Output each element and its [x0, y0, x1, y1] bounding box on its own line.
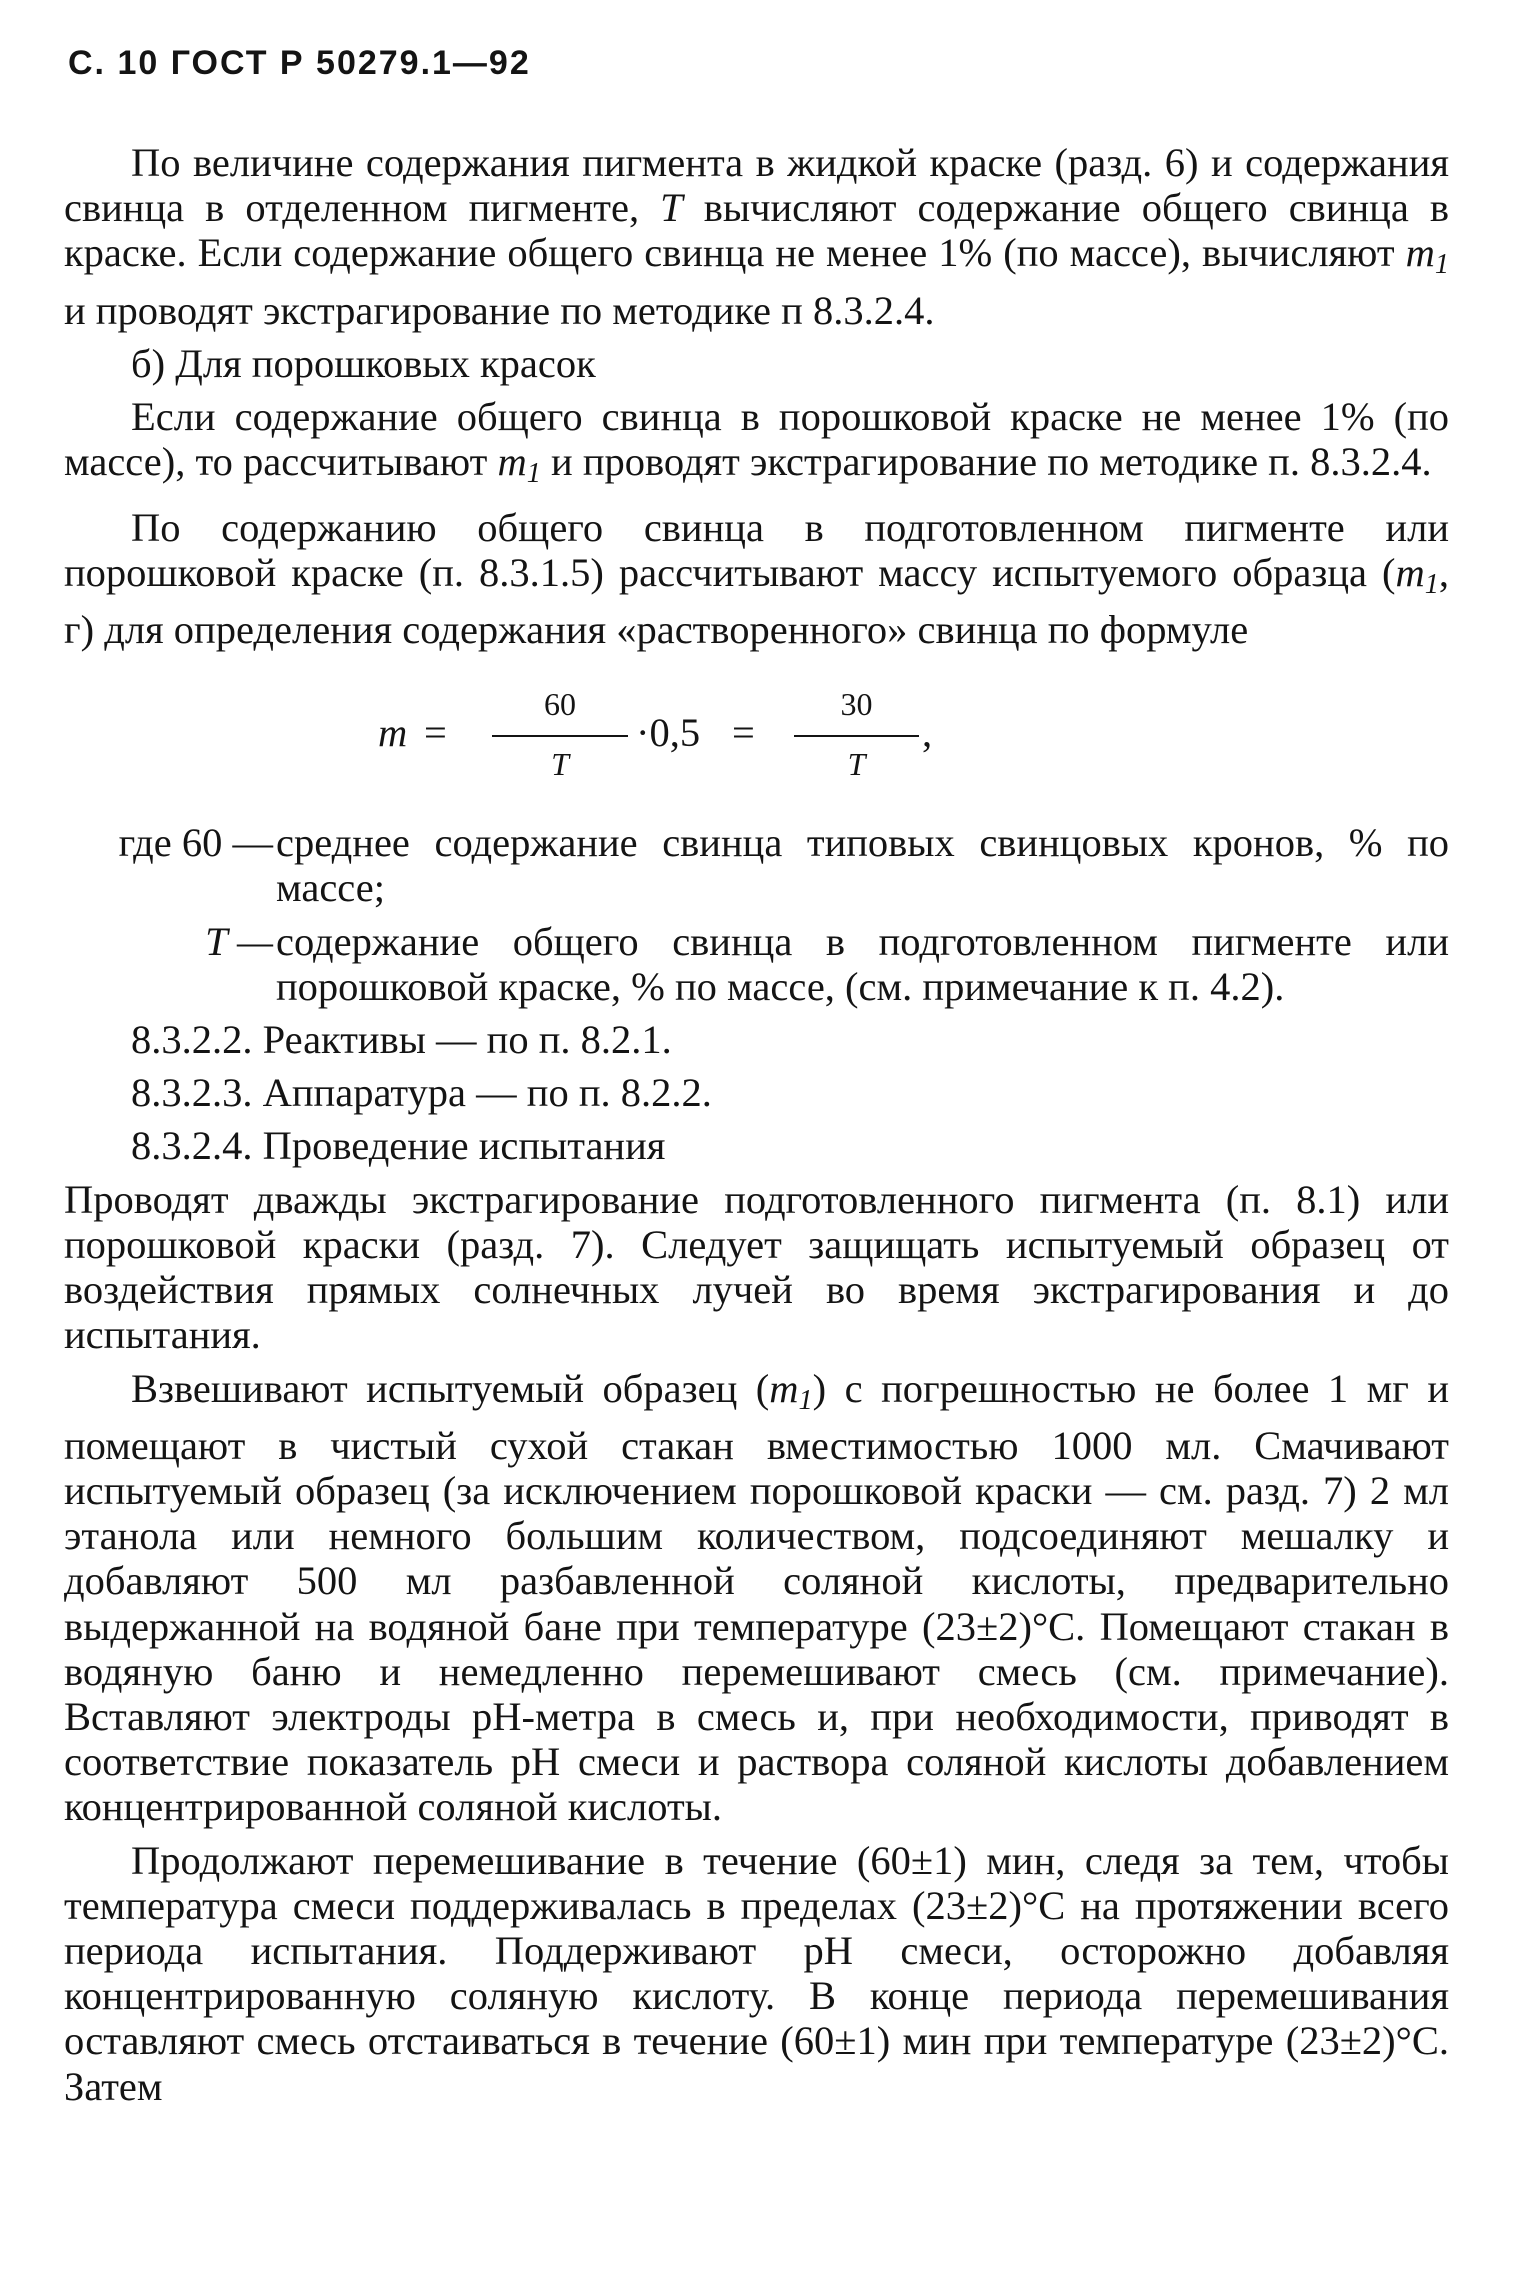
subscript-1: 1: [798, 1384, 813, 1416]
variable-T: T: [660, 185, 683, 231]
section-8-3-2-3: 8.3.2.3. Аппаратура — по п. 8.2.2.: [131, 1070, 712, 1116]
section-8-3-2-2: 8.3.2.2. Реактивы — по п. 8.2.1.: [131, 1017, 672, 1063]
variable-m1: [1395, 549, 1439, 600]
variable-m: m: [769, 1365, 799, 1411]
subscript-1: 1: [1424, 568, 1439, 600]
fraction-numerator: 60: [544, 686, 576, 723]
formula-multiplier: ·0,5: [636, 710, 701, 756]
body-text: [64, 140, 1449, 2109]
text-run: По величине содержания пигмента в жидкой краске (разд. 6) и содержания свинца в отделенном пигменте,: [64, 140, 1449, 231]
formula-equals: =: [732, 710, 755, 756]
text-run: Взвешивают испытуемый образец (: [131, 1365, 770, 1411]
formula-comma: ,: [922, 710, 933, 756]
fraction-bar: [794, 735, 919, 737]
text-run: ) с погрешностью не более 1 мг и помещают в чистый сухой стакан вместимостью 1000 мл. Смачивают испытуемый образец (за исключением порошковой краски — см. разд. 7) 2 мл этанола или немного большим количеством, подсоединяют мешалку и добавляют 500 мл разбавленной соляной кислоты, предварительно выдержанной на водяной бане при температуре (23±2)°C. Помещают стакан в водяную баню и немедленно перемешивают смесь (см. примечание). Вставляют электроды pH-метра в смесь и, при необходимости, приводят в соответствие показатель pH смеси и раствора соляной кислоты добавлением концентрированной соляной кислоты.: [64, 1365, 1449, 1830]
section-8-3-2-4: 8.3.2.4. Проведение испытания: [131, 1123, 666, 1169]
variable-m: m: [497, 439, 527, 485]
subscript-1: 1: [1434, 249, 1449, 281]
variable-m: m: [1405, 230, 1435, 276]
variable-m1: [1405, 230, 1449, 281]
variable-definitions: [64, 820, 1449, 1009]
variable-m1: [497, 439, 541, 490]
subheading-powder-paints: б) Для порошковых красок: [131, 340, 596, 386]
definition-term: где 60 —: [118, 820, 273, 866]
formula-lhs: m: [378, 710, 408, 756]
definition-term: T —: [205, 918, 273, 964]
running-head: С. 10 ГОСТ Р 50279.1—92: [68, 44, 531, 82]
subscript-1: 1: [526, 458, 541, 490]
text-run: вычисляют содержание общего свинца в краске. Если содержание общего свинца не менее 1% (по массе), вычисляют: [64, 185, 1450, 276]
paragraph-stirring: Продолжают перемешивание в течение (60±1) мин, следя за тем, чтобы температура смеси поддерживалась в пределах (23±2)°C на протяжении всего периода испытания. Поддерживают pH смеси, осторожно добавляя концентрированную соляную кислоту. В конце периода перемешивания оставляют смесь отстаиваться в течение (60±1) мин при температуре (23±2)°C. Затем: [64, 1837, 1449, 2109]
definition-60: [64, 820, 1449, 910]
definition-text: среднее содержание свинца типовых свинцовых кронов, % по массе;: [276, 820, 1449, 911]
text-run: и проводят экстрагирование по методике п. 8.3.2.4.: [540, 439, 1432, 485]
definition-T: [64, 919, 1449, 1009]
paragraph-lead-content: [64, 140, 1449, 333]
variable-m1: [769, 1365, 813, 1416]
text-run: , г) для определения содержания «растворенного» свинца по формуле: [64, 549, 1449, 653]
paragraph-extraction: Проводят дважды экстрагирование подготовленного пигмента (п. 8.1) или порошковой краски (разд. 7). Следует защищать испытуемый образец от воздействия прямых солнечных лучей во время экстрагирования и до испытания.: [64, 1176, 1449, 1358]
fraction-denominator: T: [847, 746, 866, 783]
formula-equals: =: [424, 710, 447, 756]
fraction-denominator: T: [551, 746, 569, 783]
fraction-bar: [492, 735, 628, 737]
mass-formula: [64, 660, 1449, 820]
text-run: и проводят экстрагирование по методике п 8.3.2.4.: [64, 287, 935, 333]
paragraph-sample-mass: [64, 505, 1449, 653]
text-run: По содержанию общего свинца в подготовленном пигменте или порошковой краске (п. 8.3.1.5) рассчитывают массу испытуемого образца (: [64, 504, 1449, 595]
variable-m: m: [1395, 549, 1425, 595]
fraction-numerator: 30: [840, 686, 873, 723]
definition-text: содержание общего свинца в подготовленном пигменте или порошковой краске, % по массе, (см. примечание к п. 4.2).: [276, 918, 1449, 1009]
text-run: Если содержание общего свинца в порошковой краске не менее 1% (по массе), то рассчитывают: [64, 394, 1449, 485]
paragraph-weighing: [64, 1366, 1449, 1830]
paragraph-powder-lead: [64, 394, 1449, 496]
